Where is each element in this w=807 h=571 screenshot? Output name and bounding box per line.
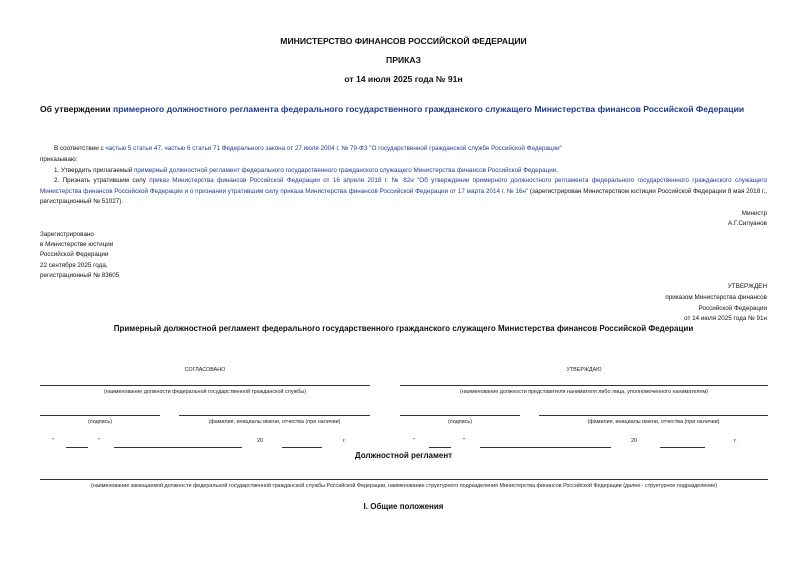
right-signature-caption: (подпись)	[448, 419, 472, 425]
ministry-name: МИНИСТЕРСТВО ФИНАНСОВ РОССИЙСКОЙ ФЕДЕРАЦИИ	[280, 36, 527, 46]
preamble	[54, 144, 562, 154]
right-fio-caption: (фамилия, инициалы имени, отчества (при наличии)	[587, 419, 720, 425]
repealed-order-link[interactable]: приказ Министерства финансов Российской Федерации от 16 апреля 2018 г. № 82н "Об утверждении примерного должностного регламента федерального государственного гражданского служащего Министерства финансов Российской Федерации и о признании утратившим силу приказа Министерства финансов Российской Федерации от 17 марта 2014 г. № 16н"	[40, 177, 767, 195]
right-date-quote-close: "	[463, 438, 465, 444]
left-fio-line[interactable]	[179, 415, 370, 416]
chapter-heading: I. Общие положения	[363, 502, 444, 511]
left-fio-caption: (фамилия, инициалы имени, отчества (при наличии)	[208, 419, 341, 425]
left-date-quote-close: "	[98, 438, 100, 444]
document-type: ПРИКАЗ	[386, 55, 421, 65]
item-1-suffix: .	[556, 167, 558, 174]
right-month-line[interactable]	[480, 447, 611, 448]
document-title	[40, 104, 744, 114]
agreed-header: СОГЛАСОВАНО	[184, 367, 226, 373]
right-date-quote-open: "	[413, 438, 415, 444]
item-2-suffix: (зарегистрирован Министерством юстиции Российской Федерации 8 мая 2018 г., регистрационный № 51027).	[40, 187, 767, 205]
right-signature-line[interactable]	[400, 415, 520, 416]
left-century: 20	[257, 438, 263, 444]
registration-line-2: в Министерстве юстиции	[40, 241, 114, 248]
approval-line-4: от 14 июля 2025 года № 91н	[684, 315, 767, 322]
law-link[interactable]: частью 5 статьи 47, частью 6 статьи 71 Федерального закона от 27 июля 2004 г. № 79-ФЗ "О государственной гражданской службе Российской Федерации"	[105, 145, 562, 152]
left-date-quote-open: "	[52, 438, 54, 444]
right-year-suffix: г.	[734, 438, 737, 444]
item-1-prefix: 1. Утвердить прилагаемый	[54, 167, 135, 174]
right-position-caption: (наименование должности представителя нанимателя либо лица, уполномоченного нанимателем)	[460, 389, 708, 395]
left-month-line[interactable]	[114, 447, 242, 448]
item-1	[54, 166, 558, 176]
regulation-title: Примерный должностной регламент федерального государственного гражданского служащего Министерства финансов Российской Федерации	[113, 324, 694, 333]
item-2-prefix: 2. Признать утратившим силу	[54, 177, 150, 184]
item-2	[40, 176, 767, 208]
left-signature-line[interactable]	[40, 415, 160, 416]
preamble-prefix: В соответствии с	[54, 145, 106, 152]
signature-name: А.Г.Силуанов	[728, 220, 767, 227]
left-year-suffix: г.	[343, 438, 346, 444]
left-year-line[interactable]	[282, 447, 322, 448]
approval-line-3: Российской Федерации	[698, 305, 767, 312]
position-line[interactable]	[40, 479, 768, 480]
title-prefix: Об утверждении	[40, 104, 114, 114]
registration-line-4: 22 сентября 2025 года,	[40, 262, 108, 269]
registration-line-5: регистрационный № 83605	[40, 272, 120, 279]
title-link[interactable]: примерного должностного регламента федерального государственного гражданского служащего Министерства финансов Российской Федерации	[113, 104, 745, 114]
right-fio-line[interactable]	[539, 415, 768, 416]
right-century: 20	[631, 438, 637, 444]
right-year-line[interactable]	[660, 447, 705, 448]
orders-text: приказываю:	[40, 156, 78, 163]
approval-line-2: приказом Министерства финансов	[665, 294, 767, 301]
signature-position: Министр	[741, 210, 767, 217]
section-heading: Должностной регламент	[354, 451, 453, 460]
approve-header: УТВЕРЖДАЮ	[566, 367, 602, 373]
regulation-link[interactable]: примерный должностной регламент федерального государственного гражданского служащего Министерства финансов Российской Федерации	[134, 167, 557, 174]
left-signature-caption: (подпись)	[88, 419, 112, 425]
left-position-caption: (наименование должности федеральной государственной гражданской службы)	[103, 389, 307, 395]
right-position-line[interactable]	[400, 385, 768, 386]
position-caption: (наименование замещаемой должности федеральной государственной гражданской службы Российской Федерации, наименование структурного подразделения Министерства финансов Российской Федерации (далее - структурное подразделение)	[90, 483, 718, 489]
right-day-line[interactable]	[429, 447, 451, 448]
left-position-line[interactable]	[40, 385, 370, 386]
document-date-number: от 14 июля 2025 года № 91н	[344, 74, 463, 84]
registration-line-3: Российской Федерации	[40, 251, 109, 258]
left-day-line[interactable]	[66, 447, 88, 448]
approval-line-1: УТВЕРЖДЕН	[727, 283, 767, 290]
registration-line-1: Зарегистрировано	[40, 231, 94, 238]
